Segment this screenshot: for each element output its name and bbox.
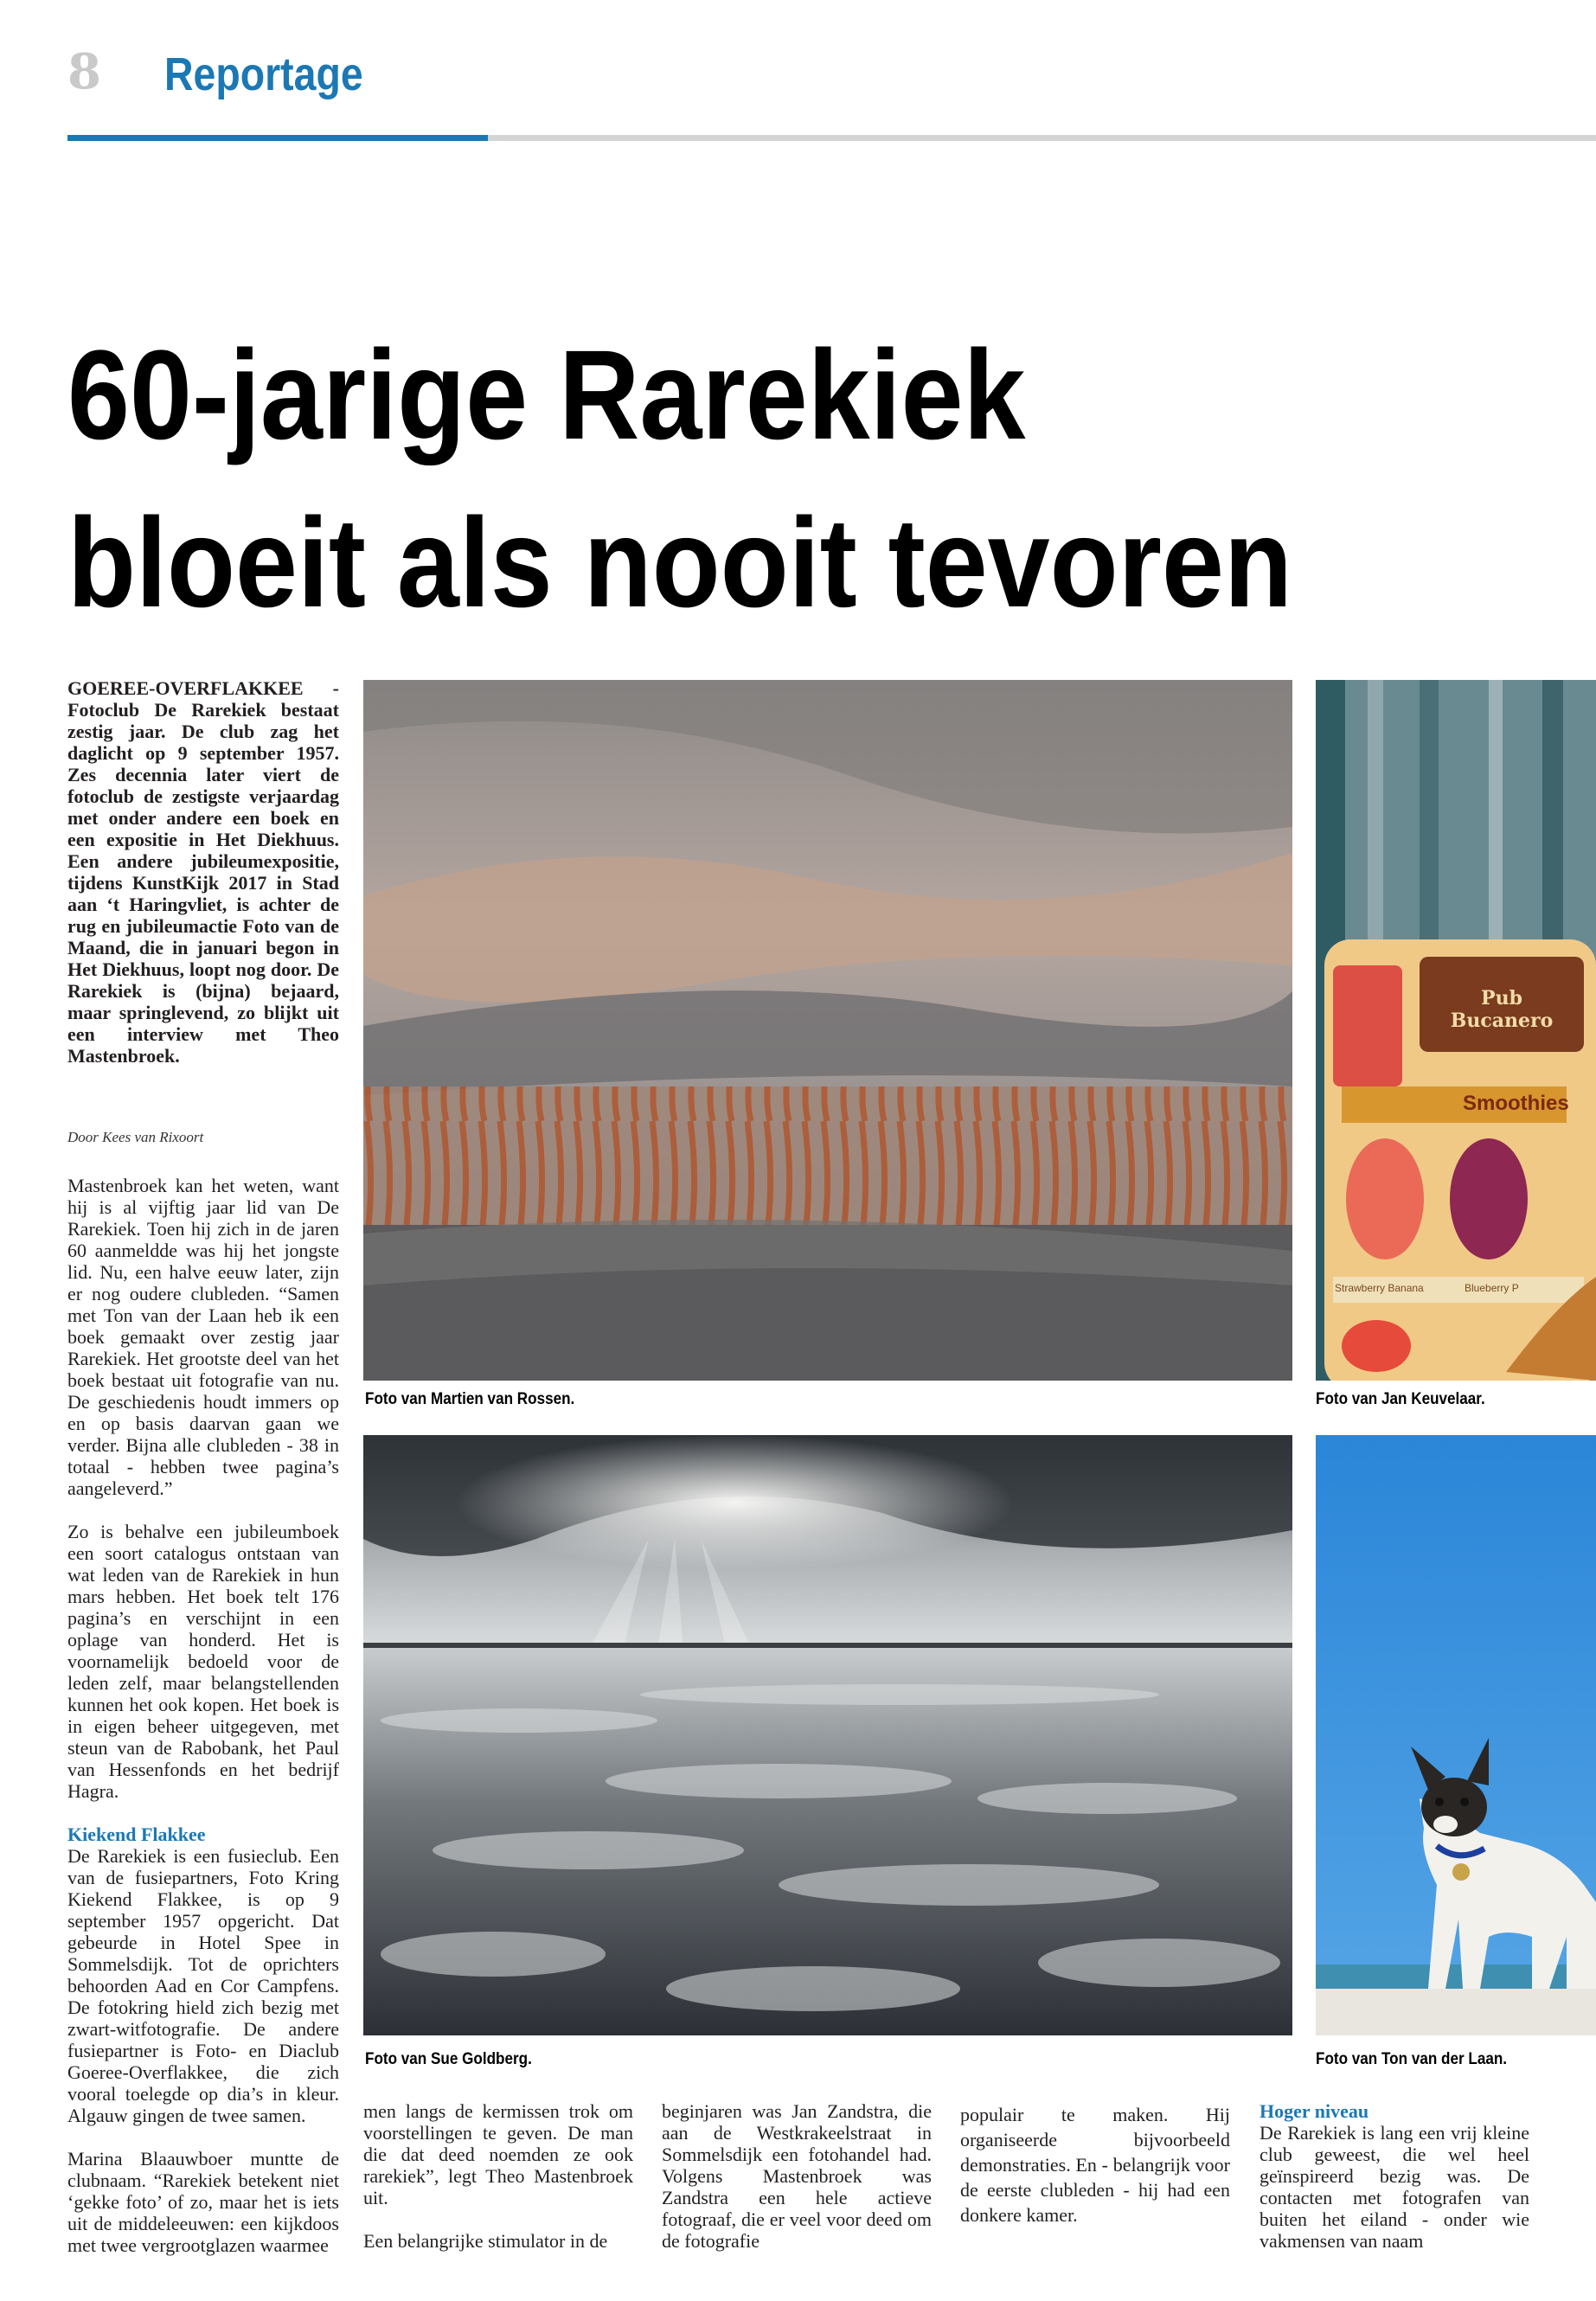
caption-dunes: Foto van Martien van Rossen. bbox=[365, 1390, 575, 1408]
paragraph: beginjaren was Jan Zandstra, die aan de Westkrakeelstraat in Sommelsdijk een fotohandel had. Volgens Mastenbroek was Zandstra een hele actieve fotograaf, die er veel voor deed om de fotografie bbox=[662, 2100, 932, 2252]
sign-item-2: Blueberry P bbox=[1465, 1282, 1519, 1294]
photo-mudflats bbox=[363, 1435, 1292, 2035]
headline-line-1: 60-jarige Rarekiek bbox=[67, 324, 1026, 466]
headline-line-2: bloeit als nooit tevoren bbox=[67, 492, 1292, 634]
caption-smoothies: Foto van Jan Keuvelaar. bbox=[1316, 1390, 1485, 1408]
sign-item-1: Strawberry Banana bbox=[1335, 1282, 1424, 1294]
section-title: Reportage bbox=[164, 48, 363, 100]
article-body-column-4 bbox=[960, 2102, 1230, 2249]
photo-smoothies bbox=[1316, 680, 1596, 1381]
page-number: 8 bbox=[67, 43, 101, 100]
subhead-hoger-niveau: Hoger niveau bbox=[1259, 2100, 1369, 2122]
caption-dog: Foto van Ton van der Laan. bbox=[1316, 2050, 1508, 2068]
sign-title: Smoothies bbox=[1463, 1092, 1569, 1115]
caption-mudflats: Foto van Sue Goldberg. bbox=[365, 2050, 532, 2068]
article-body-column-5 bbox=[1259, 2100, 1529, 2273]
paragraph: De Rarekiek is lang een vrij kleine club geweest, die wel heel geïnspireerd bezig was. De contacten met fotografen van buiten het eiland - onder wie vakmensen van naam bbox=[1259, 2122, 1529, 2252]
subhead-kiekend-flakkee: Kiekend Flakkee bbox=[67, 1823, 206, 1845]
paragraph: Mastenbroek kan het weten, want hij is al vijftig jaar lid van De Rarekiek. Toen hij zich in de jaren 60 aanmeldde was hij het jongste lid. Nu, een halve eeuw later, zijn er nog oudere clubleden. “Samen met Ton van der Laan heb ik een boek gemaakt over zestig jaar Rarekiek. Het grootste deel van het boek bestaat uit fotografie van nu. De geschiedenis houdt immers op en op basis daarvan gaan we verder. Bijna alle clubleden - 38 in totaal - hebben twee pagina’s aangeleverd.” bbox=[67, 1175, 339, 1499]
header-rule-accent bbox=[67, 135, 488, 141]
paragraph: Zo is behalve een jubileumboek een soort catalogus ontstaan van wat leden van de Rarekiek in hun mars hebben. Het boek telt 176 pagina’s en verschijnt in een oplage van honderd. Het is voornamelijk bedoeld voor de leden zelf, maar belangstellenden kunnen het ook kopen. Het boek is in eigen beheer uitgegeven, met steun van de Rabobank, het Paul van Hessenfonds en het bedrijf Hagra. bbox=[67, 1521, 339, 1802]
paragraph: men langs de kermissen trok om voorstellingen te geven. De man die dat deed noemden ze ook rarekiek”, legt Theo Mastenbroek uit. bbox=[363, 2100, 633, 2208]
byline: Door Kees van Rixoort bbox=[67, 1129, 204, 1145]
article-body-column-3 bbox=[662, 2100, 932, 2273]
paragraph: populair te maken. Hij organiseerde bijvoorbeeld demonstraties. En - belangrijk voor de eerste clubleden - hij had een donkere kamer. bbox=[960, 2104, 1230, 2226]
paragraph: De Rarekiek is een fusieclub. Een van de fusiepartners, Foto Kring Kiekend Flakkee, is op 9 september 1957 opgericht. Dat gebeurde in Hotel Spee in Sommelsdijk. Tot de oprichters behoorden Aad en Cor Campfens. De fotokring hield zich bezig met zwart-witfotografie. De andere fusiepartner is Foto- en Diaclub Goeree-Overflakkee, die zich vooral toelegde op dia’s in kleur. Algauw gingen de twee samen. bbox=[67, 1845, 339, 2126]
article-body-column-2 bbox=[363, 2100, 633, 2273]
photo-dog bbox=[1316, 1435, 1596, 2035]
article-body-column-1 bbox=[67, 1175, 339, 2278]
paragraph: Een belangrijke stimulator in de bbox=[363, 2230, 608, 2252]
photo-dunes bbox=[363, 680, 1292, 1381]
sign-brand: Pub Bucanero bbox=[1450, 987, 1554, 1032]
paragraph: Marina Blaauwboer muntte de clubnaam. “Rarekiek betekent niet ‘gekke foto’ of zo, maar het is iets uit de middeleeuwen: een kijkdoos met twee vergrootglazen waarmee bbox=[67, 2148, 339, 2256]
headline bbox=[67, 311, 1362, 647]
article-lead: GOEREE-OVERFLAKKEE - Fotoclub De Rarekiek bestaat zestig jaar. De club zag het daglicht op 9 september 1957. Zes decennia later viert de fotoclub de zestigste verjaardag met onder andere een boek en een expositie in Het Diekhuus. Een andere jubileumexpositie, tijdens KunstKijk 2017 in Stad aan ‘t Haringvliet, is achter de rug en jubileumactie Foto van de Maand, die in januari begon in Het Diekhuus, loopt nog door. De Rarekiek is (bijna) bejaard, maar springlevend, zo blijkt uit een interview met Theo Mastenbroek. bbox=[67, 677, 339, 1067]
